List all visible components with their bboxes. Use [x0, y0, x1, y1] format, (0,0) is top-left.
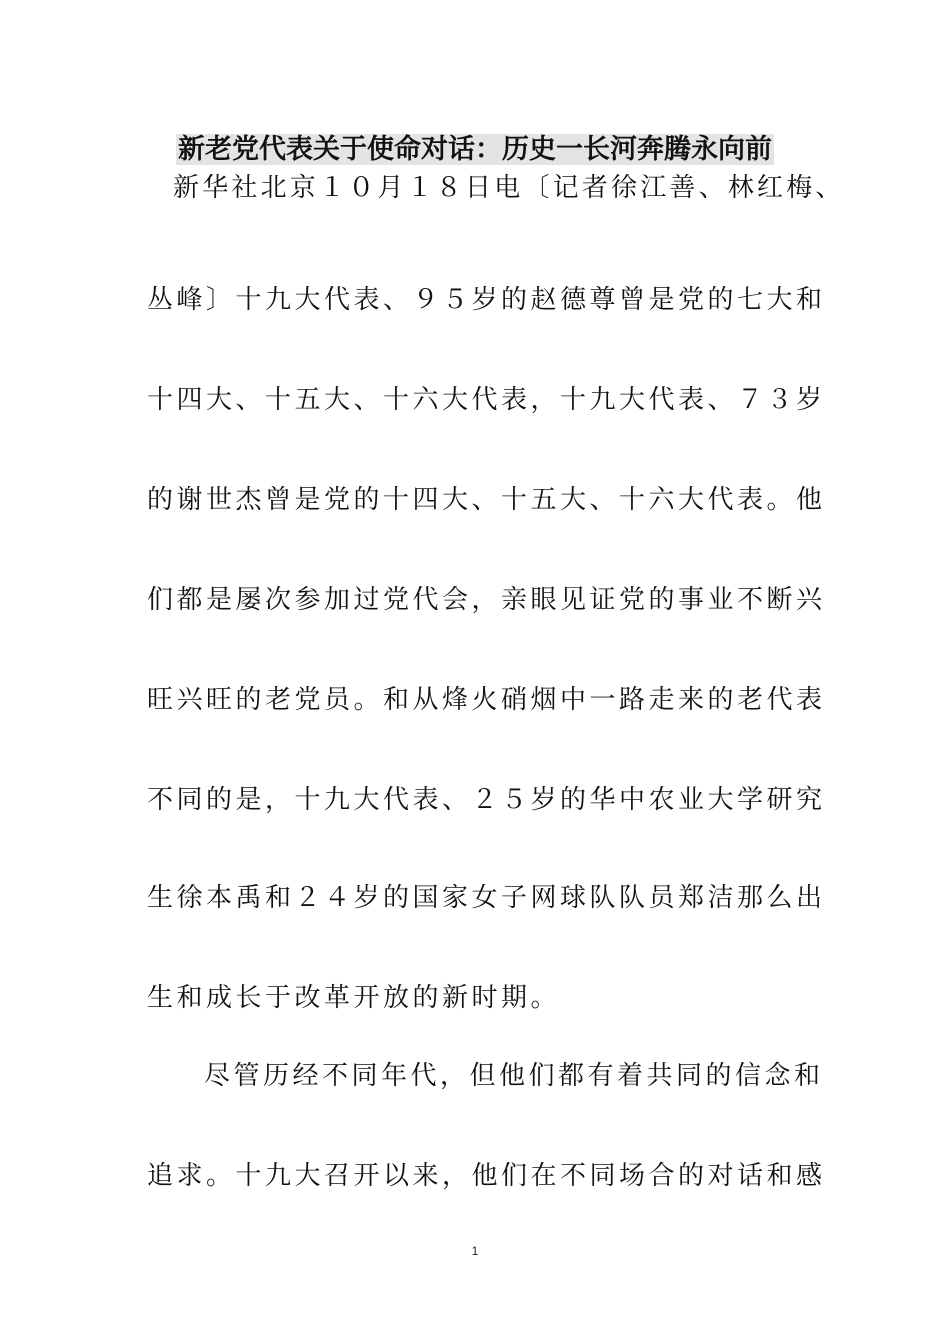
page-number: 1 [471, 1244, 479, 1258]
paragraph-line: 丛峰〕十九大代表、９５岁的赵德尊曾是党的七大和 [147, 285, 826, 315]
paragraph-line: 的谢世杰曾是党的十四大、十五大、十六大代表。他 [147, 485, 826, 515]
document-title [0, 128, 950, 172]
paragraph-line: 生和成长于改革开放的新时期。 [147, 983, 561, 1013]
paragraph-line: 不同的是，十九大代表、２５岁的华中农业大学研究 [147, 785, 826, 815]
paragraph-line: 十四大、十五大、十六大代表，十九大代表、７３岁 [147, 385, 826, 415]
paragraph-line: 尽管历经不同年代，但他们都有着共同的信念和 [204, 1061, 824, 1091]
document-title-text: 新老党代表关于使命对话：历史一长河奔腾永向前 [178, 134, 772, 165]
paragraph-line: 新华社北京１０月１８日电〔记者徐江善、林红梅、 [173, 173, 845, 203]
paragraph-line: 生徐本禹和２４岁的国家女子网球队队员郑洁那么出 [147, 883, 826, 913]
paragraph-line: 旺兴旺的老党员。和从烽火硝烟中一路走来的老代表 [147, 685, 826, 715]
paragraph-line: 追求。十九大召开以来，他们在不同场合的对话和感 [147, 1161, 826, 1191]
paragraph-line: 们都是屡次参加过党代会，亲眼见证党的事业不断兴 [147, 585, 826, 615]
